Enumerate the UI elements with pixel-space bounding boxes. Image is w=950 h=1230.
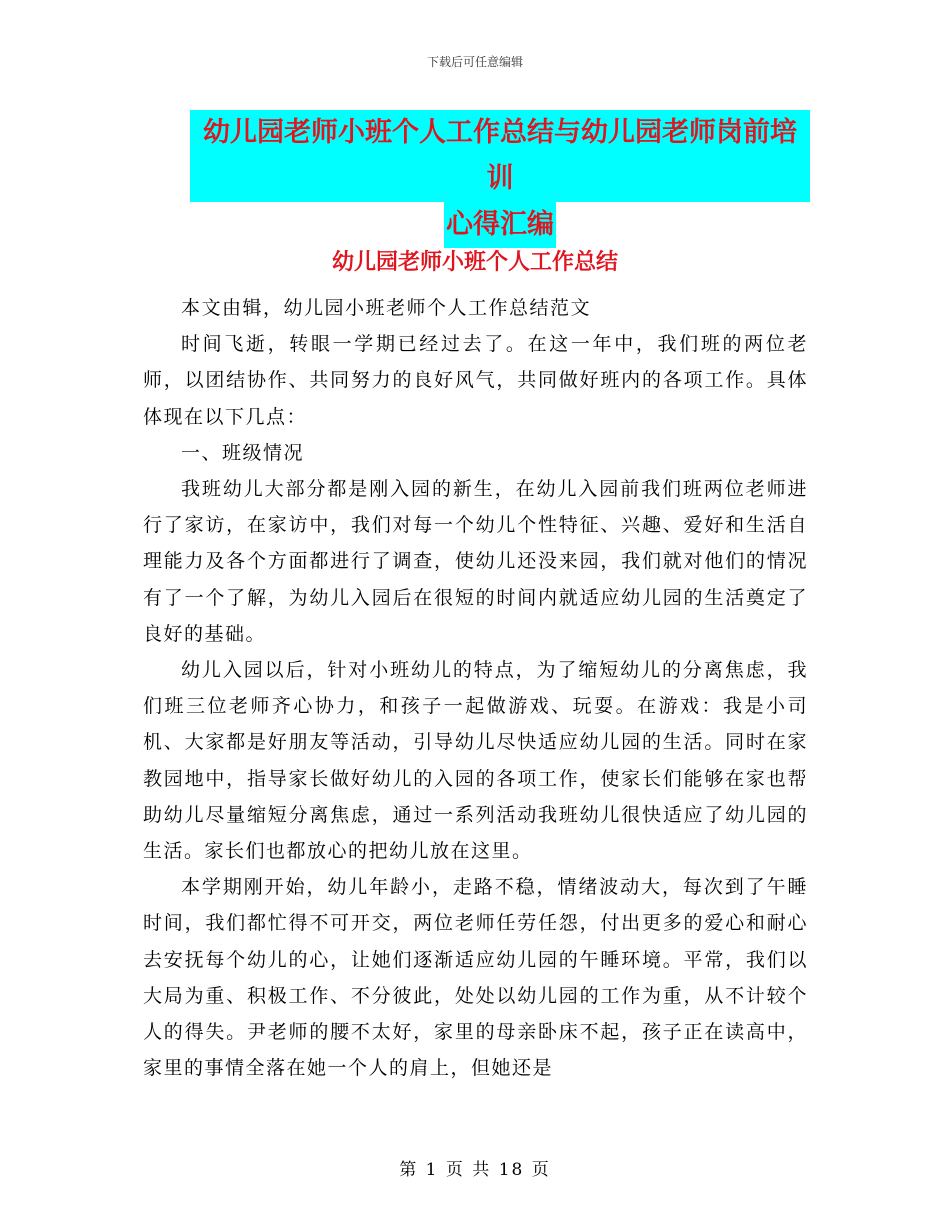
section-title: 幼儿园老师小班个人工作总结 [331,250,618,275]
paragraph-intro: 本文由辑，幼儿园小班老师个人工作总结范文 [181,297,592,319]
body-text [143,290,808,1086]
page-footer: 第 1 页 共 18 页 [399,1160,551,1180]
paragraph: 本学期刚开始，幼儿年龄小，走路不稳，情绪波动大，每次到了午睡时间，我们都忙得不可开交，两位老师任劳任怨，付出更多的爱心和耐心去安抚每个幼儿的心，让她们逐渐适应幼儿园的午睡环境。平常，我们以大局为重、积极工作、不分彼此，处处以幼儿园的工作为重，从不计较个人的得失。尹老师的腰不太好，家里的母亲卧床不起，孩子正在读高中，家里的事情全落在她一个人的肩上，但她还是 [143,876,808,1080]
paragraph: 我班幼儿大部分都是刚入园的新生，在幼儿入园前我们班两位老师进行了家访，在家访中，我们对每一个幼儿个性特征、兴趣、爱好和生活自理能力及各个方面都进行了调查，使幼儿还没来园，我们就对他们的情况有了一个了解，为幼儿入园后在很短的时间内就适应幼儿园的生活奠定了良好的基础。 [143,478,808,645]
subheading-class-situation: 一、班级情况 [181,441,305,464]
document-title-line-1: 幼儿园老师小班个人工作总结与幼儿园老师岗前培训 [190,110,810,202]
paragraph: 时间飞逝，转眼一学期已经过去了。在这一年中，我们班的两位老师，以团结协作、共同努力的良好风气，共同做好班内的各项工作。具体体现在以下几点： [143,333,808,428]
document-title-line-2: 心得汇编 [444,202,556,248]
paragraph: 幼儿入园以后，针对小班幼儿的特点，为了缩短幼儿的分离焦虑，我们班三位老师齐心协力，和孩子一起做游戏、玩耍。在游戏：我是小司机、大家都是好朋友等活动，引导幼儿尽快适应幼儿园的生活。同时在家教园地中，指导家长做好幼儿的入园的各项工作，使家长们能够在家也帮助幼儿尽量缩短分离焦虑，通过一系列活动我班幼儿很快适应了幼儿园的生活。家长们也都放心的把幼儿放在这里。 [143,659,808,863]
header-note: 下载后可任意编辑 [426,55,523,69]
document-title [190,110,810,248]
